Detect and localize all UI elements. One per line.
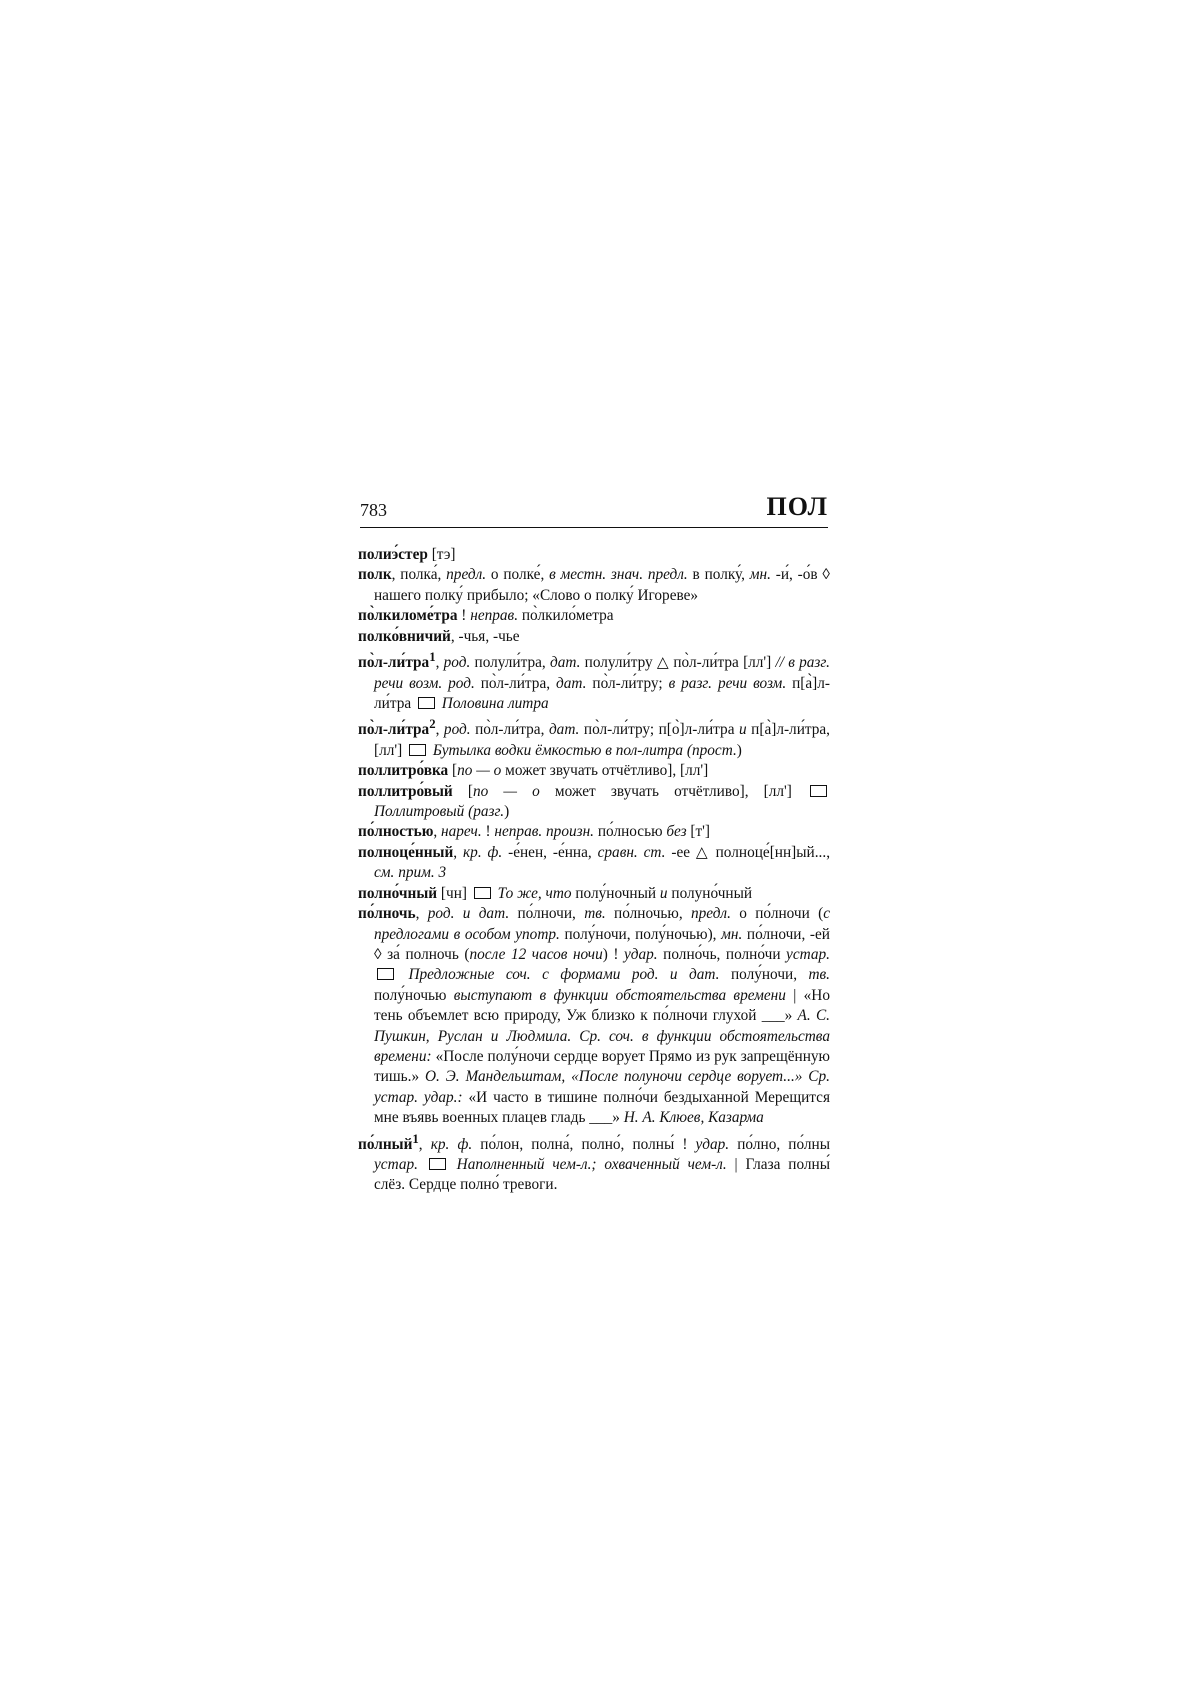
dictionary-entry bbox=[358, 822, 830, 842]
headword: полиэ́стер bbox=[358, 546, 428, 563]
headword: по̀л-ли́тра bbox=[358, 721, 430, 739]
grammar-label: мн. bbox=[721, 925, 743, 943]
entry-text: | Глаза полны́ слёз. Сердце полно́ тревоги. bbox=[374, 1156, 830, 1194]
headword: по́лностью bbox=[358, 823, 434, 841]
entry-text: «И часто в тишине полно́чи бездыханной Мерещится мне въявь военных плацев гладь ___» bbox=[374, 1088, 830, 1127]
grammar-label: кр. ф. bbox=[463, 843, 503, 861]
grammar-label: // в разг. речи возм. род. bbox=[374, 654, 830, 692]
headword: поллитро́вый bbox=[358, 782, 453, 800]
grammar-label: в разг. речи возм. bbox=[668, 674, 787, 692]
entry-text: ) bbox=[736, 741, 742, 759]
headword: по̀л-ли́тра bbox=[358, 654, 430, 672]
entry-text: по̀л-ли́тру; bbox=[586, 674, 669, 692]
entry-text: полу́ночью bbox=[374, 986, 454, 1004]
entry-text: по̀л-ли́тра, bbox=[474, 674, 557, 692]
headword: полко́вничий bbox=[358, 627, 451, 645]
definition-text: Н. А. Клюев, Казарма bbox=[623, 1109, 764, 1127]
entry-text: по̀л-ли́тру; п[о̀]л-ли́тра bbox=[579, 721, 739, 739]
grammar-label: устар. bbox=[374, 1156, 418, 1174]
grammar-label: в местн. знач. предл. bbox=[549, 566, 688, 584]
entry-text: , bbox=[453, 843, 464, 861]
headword: полноце́нный bbox=[358, 843, 454, 861]
grammar-label: по — о bbox=[457, 762, 502, 780]
dictionary-entry bbox=[358, 843, 830, 884]
dictionary-entry bbox=[358, 545, 830, 565]
grammar-label: род. bbox=[443, 654, 471, 672]
entry-text: может звучать отчётливо], [лл'] bbox=[539, 782, 807, 800]
entry-text: п[а̀]л-ли́тра bbox=[374, 674, 830, 712]
entry-text: может звучать отчётливо], [лл'] bbox=[501, 762, 709, 780]
grammar-label: мн. bbox=[749, 566, 771, 584]
entry-text: | «Но тень объемлет всю природу, Уж близко к по́лночи глухой ___» bbox=[374, 986, 830, 1025]
entry-text: ) ! bbox=[602, 945, 625, 963]
dictionary-entry bbox=[358, 884, 830, 904]
entry-text: «После полу́ночи сердце ворует Прямо из рук запрещённую тишь.» bbox=[374, 1047, 830, 1086]
grammar-label: неправ. произн. bbox=[494, 823, 594, 841]
entry-text: -ее △ полноце́[нн]ый..., bbox=[665, 843, 831, 861]
entry-text: полули́тру △ по̀л-ли́тра [лл'] bbox=[580, 654, 776, 672]
definition-text: Предложные соч. с формами род. и дат. bbox=[397, 966, 720, 984]
page-number: 783 bbox=[360, 500, 387, 520]
dictionary-entry bbox=[358, 1129, 830, 1196]
dictionary-entry bbox=[358, 714, 830, 761]
grammar-label: неправ. bbox=[470, 607, 519, 625]
definition-box-icon bbox=[474, 887, 491, 899]
grammar-label: предл. bbox=[690, 905, 731, 923]
grammar-label: тв. bbox=[584, 905, 606, 923]
entry-text: полно́чь, полно́чи bbox=[657, 945, 787, 963]
entry-text: [ bbox=[452, 782, 473, 800]
entry-text: по́лносью bbox=[594, 823, 667, 841]
grammar-label: удар. bbox=[624, 945, 658, 963]
definition-text: Половина литра bbox=[437, 694, 549, 712]
entry-text: полу́ночи, bbox=[719, 966, 809, 984]
entry-text: по́лон, полна́, полно́, полны́ ! bbox=[472, 1135, 696, 1153]
entry-text: , полка́, bbox=[391, 566, 447, 584]
definition-text: Наполненный чем-л.; охваченный чем-л. bbox=[448, 1156, 727, 1174]
dictionary-entry bbox=[358, 782, 830, 823]
dictionary-entries bbox=[358, 545, 830, 1196]
entry-text: ) bbox=[504, 803, 510, 821]
entry-text: полули́тра, bbox=[470, 654, 550, 672]
grammar-label: дат. bbox=[548, 721, 580, 739]
page-header bbox=[360, 492, 828, 532]
headword-index: 1 bbox=[429, 650, 436, 665]
entry-text: п[а̀]л-ли́тра, [лл'] bbox=[374, 721, 831, 759]
definition-box-icon bbox=[418, 697, 435, 709]
entry-text: , bbox=[415, 905, 428, 923]
grammar-label: устар. bbox=[786, 945, 830, 963]
headword: по̀лкиломе́тра bbox=[358, 607, 458, 625]
grammar-label: сравн. ст. bbox=[597, 843, 666, 861]
header-rule bbox=[360, 527, 828, 528]
entry-text: [тэ] bbox=[427, 546, 456, 563]
definition-text: Поллитровый ( bbox=[374, 803, 474, 821]
dictionary-entry bbox=[358, 904, 830, 1128]
entry-text: полуно́чный bbox=[667, 884, 753, 902]
headword-index: 1 bbox=[412, 1131, 419, 1146]
definition-text: А. С. Пушкин, Руслан и Людмила. Ср. соч. в функции обстоятельства времени: bbox=[374, 1007, 830, 1065]
headword: по́лный bbox=[358, 1135, 413, 1153]
entry-text: ! bbox=[481, 823, 495, 841]
definition-box-icon bbox=[429, 1158, 446, 1170]
entry-text: ! bbox=[457, 607, 471, 625]
entry-text: по̀л-ли́тра, bbox=[470, 721, 549, 739]
definition-text: О. Э. Мандельштам, «После полуночи сердце ворует...» Ср. устар. удар.: bbox=[374, 1068, 830, 1106]
grammar-label: по — о bbox=[472, 782, 540, 800]
entry-text: [ bbox=[448, 762, 458, 780]
definition-box-icon bbox=[377, 968, 394, 980]
entry-text: по́лночи, -ей ◊ за́ полночь ( bbox=[374, 925, 830, 963]
grammar-label: нареч. bbox=[441, 823, 482, 841]
dictionary-entry bbox=[358, 606, 830, 626]
entry-text: о полке́, bbox=[486, 566, 550, 584]
definition-text: разг. bbox=[473, 803, 505, 821]
entry-text: , bbox=[418, 1135, 431, 1153]
grammar-label: дат. bbox=[556, 674, 587, 692]
grammar-label: и bbox=[659, 884, 668, 902]
grammar-label: без bbox=[666, 823, 687, 841]
definition-box-icon bbox=[810, 785, 827, 797]
dictionary-entry bbox=[358, 647, 830, 714]
grammar-label: род. и дат. bbox=[427, 905, 510, 923]
definition-box-icon bbox=[409, 744, 426, 756]
definition-text: Бутылка водки ёмкостью в пол-литра ( bbox=[429, 741, 692, 759]
entry-text: [чн] bbox=[437, 884, 471, 902]
entry-text: , bbox=[433, 823, 442, 841]
entry-text: -и́, -о́в ◊ нашего полку́ прибыло; «Слово о полку́ Игореве» bbox=[374, 566, 830, 604]
definition-text: То же, что bbox=[493, 884, 572, 902]
page-guide-word: ПОЛ bbox=[766, 492, 828, 521]
entry-text bbox=[418, 1156, 426, 1173]
entry-text: [т'] bbox=[686, 823, 711, 841]
grammar-label: и bbox=[739, 721, 747, 739]
headword: полк bbox=[358, 566, 392, 584]
grammar-label: кр. ф. bbox=[430, 1135, 473, 1153]
entry-text: -е́нен, -е́нна, bbox=[502, 843, 598, 861]
grammar-label: тв. bbox=[808, 966, 830, 984]
entry-text: полу́ночи, полу́ночью), bbox=[559, 925, 722, 943]
entry-text: по́лночью, bbox=[605, 905, 691, 923]
entry-text: , -чья, -чье bbox=[450, 627, 520, 645]
dictionary-entry bbox=[358, 565, 830, 606]
grammar-label: удар. bbox=[695, 1135, 730, 1153]
grammar-label: дат. bbox=[549, 654, 581, 672]
grammar-label: предл. bbox=[446, 566, 487, 584]
grammar-label: см. прим. 3 bbox=[374, 864, 447, 882]
entry-text: по́лно, по́лны bbox=[729, 1135, 831, 1153]
entry-text: , bbox=[435, 721, 444, 739]
headword-index: 2 bbox=[429, 717, 436, 732]
grammar-label: род. bbox=[443, 721, 471, 739]
entry-text: по̀лкило́метра bbox=[518, 607, 614, 625]
grammar-label: после 12 часов ночи bbox=[469, 945, 603, 963]
headword: полно́чный bbox=[358, 884, 438, 902]
entry-text: по́лночи, bbox=[509, 905, 585, 923]
headword: поллитро́вка bbox=[358, 762, 449, 780]
entry-text: полу́ночный bbox=[571, 884, 660, 902]
headword: по́лночь bbox=[358, 905, 416, 923]
entry-text: в полку́, bbox=[687, 566, 750, 584]
dictionary-entry bbox=[358, 627, 830, 647]
entry-text: о по́лночи ( bbox=[730, 905, 824, 923]
definition-text: прост. bbox=[691, 741, 737, 759]
definition-text: выступают в функции обстоятельства времени bbox=[453, 986, 786, 1004]
grammar-label: с предлогами в особом употр. bbox=[374, 905, 831, 943]
dictionary-entry bbox=[358, 761, 830, 781]
entry-text: , bbox=[435, 654, 444, 672]
